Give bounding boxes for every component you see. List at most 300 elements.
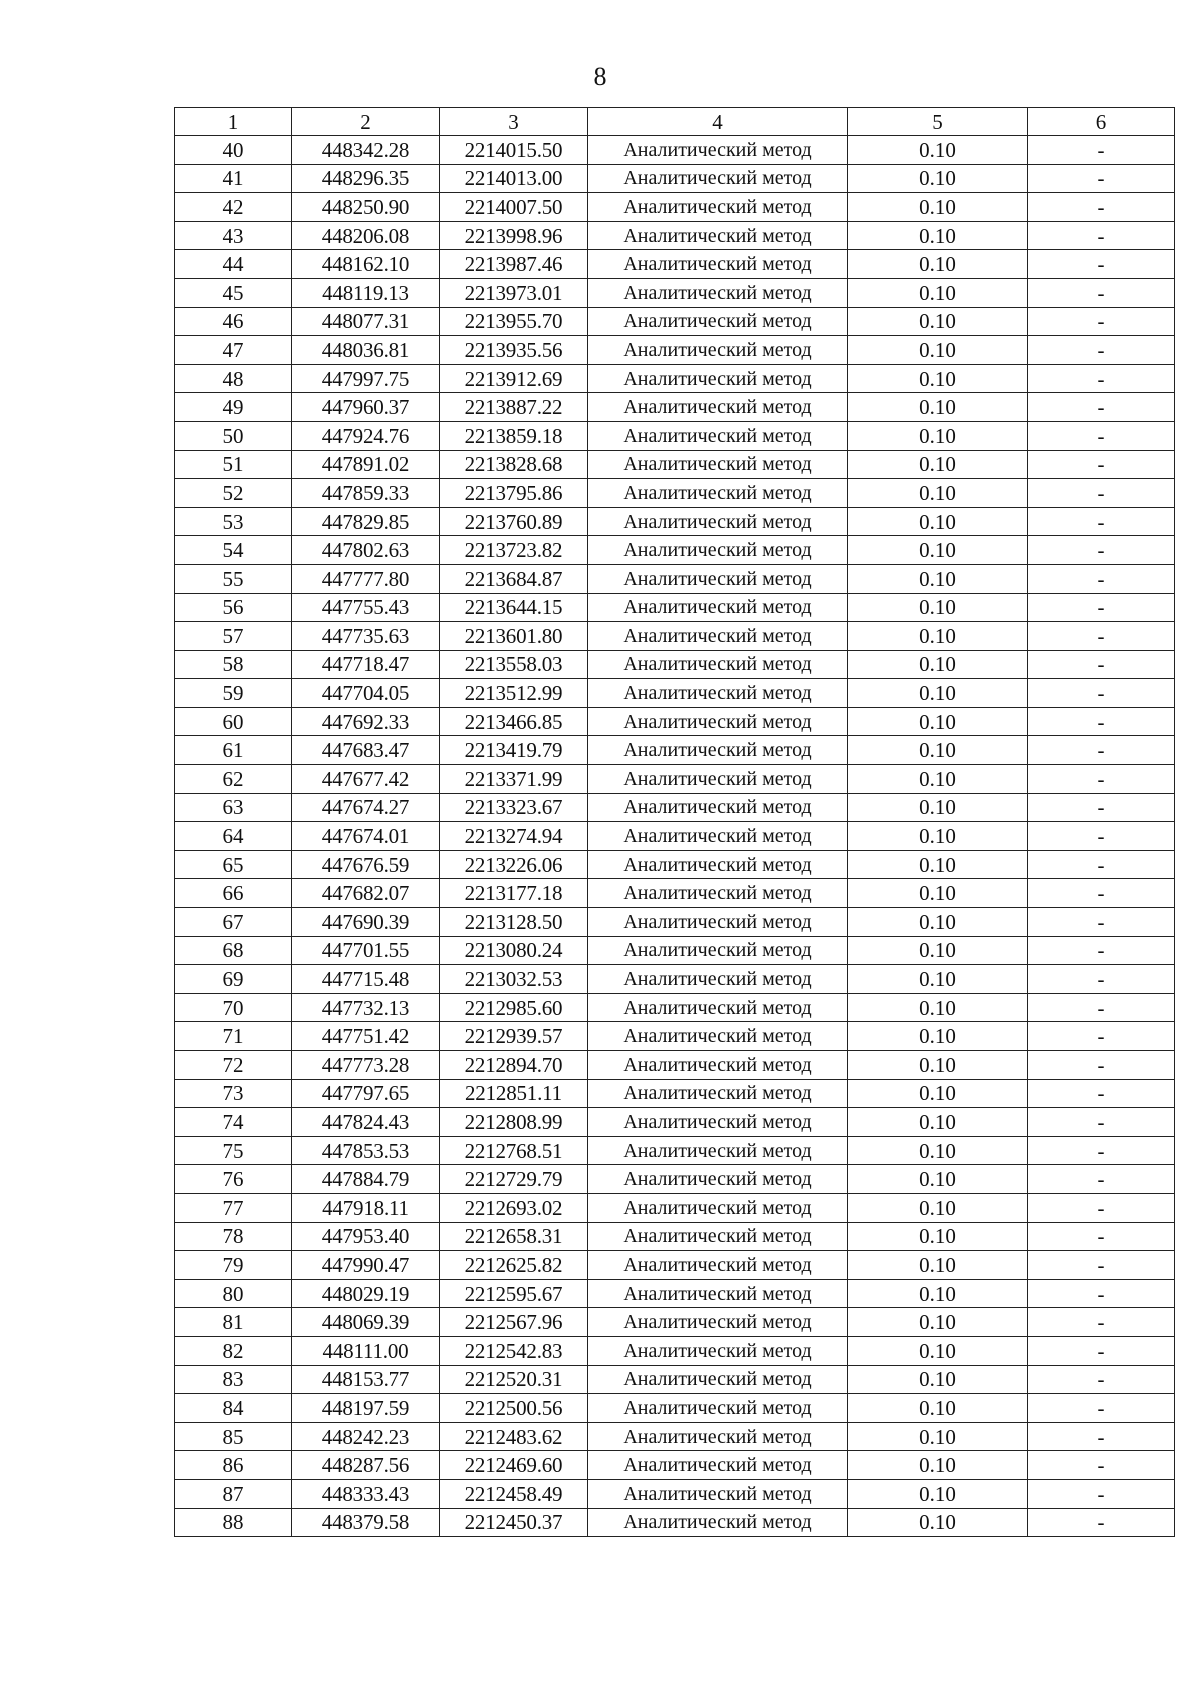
y-coordinate-cell: 2212939.57 (440, 1022, 588, 1051)
y-coordinate-cell: 2213644.15 (440, 593, 588, 622)
table-row (175, 1451, 1175, 1480)
x-coordinate-cell: 448069.39 (292, 1308, 440, 1337)
x-coordinate-cell: 448197.59 (292, 1394, 440, 1423)
x-coordinate-cell: 447755.43 (292, 593, 440, 622)
y-coordinate-cell: 2212693.02 (440, 1193, 588, 1222)
y-coordinate-cell: 2213760.89 (440, 507, 588, 536)
note-cell: - (1028, 1251, 1175, 1280)
accuracy-cell: 0.10 (848, 1165, 1028, 1194)
note-cell: - (1028, 1308, 1175, 1337)
y-coordinate-cell: 2213912.69 (440, 364, 588, 393)
method-cell: Аналитический метод (588, 1451, 848, 1480)
accuracy-cell: 0.10 (848, 1136, 1028, 1165)
table-row (175, 479, 1175, 508)
point-number-cell: 68 (175, 936, 292, 965)
column-header-4: 4 (588, 108, 848, 136)
table-row (175, 364, 1175, 393)
accuracy-cell: 0.10 (848, 1193, 1028, 1222)
note-cell: - (1028, 965, 1175, 994)
note-cell: - (1028, 1508, 1175, 1537)
table-row (175, 593, 1175, 622)
method-cell: Аналитический метод (588, 1394, 848, 1423)
point-number-cell: 40 (175, 136, 292, 165)
x-coordinate-cell: 448206.08 (292, 221, 440, 250)
method-cell: Аналитический метод (588, 1365, 848, 1394)
accuracy-cell: 0.10 (848, 1251, 1028, 1280)
accuracy-cell: 0.10 (848, 1365, 1028, 1394)
table-row (175, 1193, 1175, 1222)
note-cell: - (1028, 650, 1175, 679)
note-cell: - (1028, 336, 1175, 365)
note-cell: - (1028, 1222, 1175, 1251)
x-coordinate-cell: 448296.35 (292, 164, 440, 193)
note-cell: - (1028, 479, 1175, 508)
point-number-cell: 57 (175, 622, 292, 651)
method-cell: Аналитический метод (588, 650, 848, 679)
x-coordinate-cell: 447674.01 (292, 822, 440, 851)
point-number-cell: 54 (175, 536, 292, 565)
y-coordinate-cell: 2213973.01 (440, 278, 588, 307)
method-cell: Аналитический метод (588, 1136, 848, 1165)
method-cell: Аналитический метод (588, 1165, 848, 1194)
y-coordinate-cell: 2213466.85 (440, 707, 588, 736)
table-row (175, 1222, 1175, 1251)
x-coordinate-cell: 447692.33 (292, 707, 440, 736)
table-row (175, 1479, 1175, 1508)
column-header-2: 2 (292, 108, 440, 136)
note-cell: - (1028, 1108, 1175, 1137)
note-cell: - (1028, 307, 1175, 336)
y-coordinate-cell: 2213032.53 (440, 965, 588, 994)
accuracy-cell: 0.10 (848, 1079, 1028, 1108)
x-coordinate-cell: 448119.13 (292, 278, 440, 307)
table-row (175, 278, 1175, 307)
table-row (175, 765, 1175, 794)
column-header-5: 5 (848, 108, 1028, 136)
accuracy-cell: 0.10 (848, 650, 1028, 679)
method-cell: Аналитический метод (588, 479, 848, 508)
x-coordinate-cell: 447891.02 (292, 450, 440, 479)
note-cell: - (1028, 250, 1175, 279)
method-cell: Аналитический метод (588, 993, 848, 1022)
method-cell: Аналитический метод (588, 879, 848, 908)
note-cell: - (1028, 1136, 1175, 1165)
x-coordinate-cell: 448250.90 (292, 193, 440, 222)
x-coordinate-cell: 448379.58 (292, 1508, 440, 1537)
y-coordinate-cell: 2213887.22 (440, 393, 588, 422)
point-number-cell: 86 (175, 1451, 292, 1480)
table-row (175, 1422, 1175, 1451)
y-coordinate-cell: 2213419.79 (440, 736, 588, 765)
y-coordinate-cell: 2213684.87 (440, 564, 588, 593)
accuracy-cell: 0.10 (848, 278, 1028, 307)
y-coordinate-cell: 2212450.37 (440, 1508, 588, 1537)
table-row (175, 1022, 1175, 1051)
x-coordinate-cell: 447777.80 (292, 564, 440, 593)
note-cell: - (1028, 879, 1175, 908)
method-cell: Аналитический метод (588, 1279, 848, 1308)
accuracy-cell: 0.10 (848, 307, 1028, 336)
note-cell: - (1028, 507, 1175, 536)
note-cell: - (1028, 593, 1175, 622)
point-number-cell: 52 (175, 479, 292, 508)
accuracy-cell: 0.10 (848, 765, 1028, 794)
page-number: 8 (593, 62, 607, 91)
point-number-cell: 62 (175, 765, 292, 794)
table-row (175, 879, 1175, 908)
point-number-cell: 76 (175, 1165, 292, 1194)
point-number-cell: 80 (175, 1279, 292, 1308)
point-number-cell: 67 (175, 908, 292, 937)
method-cell: Аналитический метод (588, 1222, 848, 1251)
table-row (175, 193, 1175, 222)
x-coordinate-cell: 447997.75 (292, 364, 440, 393)
x-coordinate-cell: 448111.00 (292, 1336, 440, 1365)
method-cell: Аналитический метод (588, 707, 848, 736)
table-row (175, 1394, 1175, 1423)
x-coordinate-cell: 447824.43 (292, 1108, 440, 1137)
table-row (175, 1108, 1175, 1137)
y-coordinate-cell: 2213601.80 (440, 622, 588, 651)
table-row (175, 650, 1175, 679)
x-coordinate-cell: 448162.10 (292, 250, 440, 279)
method-cell: Аналитический метод (588, 822, 848, 851)
method-cell: Аналитический метод (588, 593, 848, 622)
x-coordinate-cell: 447797.65 (292, 1079, 440, 1108)
x-coordinate-cell: 447676.59 (292, 850, 440, 879)
accuracy-cell: 0.10 (848, 936, 1028, 965)
point-number-cell: 60 (175, 707, 292, 736)
x-coordinate-cell: 447918.11 (292, 1193, 440, 1222)
point-number-cell: 59 (175, 679, 292, 708)
method-cell: Аналитический метод (588, 1022, 848, 1051)
point-number-cell: 78 (175, 1222, 292, 1251)
accuracy-cell: 0.10 (848, 593, 1028, 622)
point-number-cell: 50 (175, 421, 292, 450)
x-coordinate-cell: 448342.28 (292, 136, 440, 165)
y-coordinate-cell: 2213128.50 (440, 908, 588, 937)
method-cell: Аналитический метод (588, 1079, 848, 1108)
x-coordinate-cell: 448036.81 (292, 336, 440, 365)
table-row (175, 507, 1175, 536)
accuracy-cell: 0.10 (848, 421, 1028, 450)
table-row (175, 336, 1175, 365)
method-cell: Аналитический метод (588, 1422, 848, 1451)
y-coordinate-cell: 2213998.96 (440, 221, 588, 250)
accuracy-cell: 0.10 (848, 1022, 1028, 1051)
table-row (175, 1136, 1175, 1165)
table-row (175, 679, 1175, 708)
accuracy-cell: 0.10 (848, 965, 1028, 994)
y-coordinate-cell: 2212894.70 (440, 1051, 588, 1080)
y-coordinate-cell: 2212469.60 (440, 1451, 588, 1480)
method-cell: Аналитический метод (588, 507, 848, 536)
table-row (175, 965, 1175, 994)
y-coordinate-cell: 2214013.00 (440, 164, 588, 193)
y-coordinate-cell: 2213177.18 (440, 879, 588, 908)
y-coordinate-cell: 2212458.49 (440, 1479, 588, 1508)
point-number-cell: 72 (175, 1051, 292, 1080)
x-coordinate-cell: 448153.77 (292, 1365, 440, 1394)
table-row (175, 1051, 1175, 1080)
accuracy-cell: 0.10 (848, 1451, 1028, 1480)
table-row (175, 908, 1175, 937)
accuracy-cell: 0.10 (848, 479, 1028, 508)
point-number-cell: 70 (175, 993, 292, 1022)
point-number-cell: 49 (175, 393, 292, 422)
method-cell: Аналитический метод (588, 1193, 848, 1222)
method-cell: Аналитический метод (588, 336, 848, 365)
note-cell: - (1028, 679, 1175, 708)
x-coordinate-cell: 447884.79 (292, 1165, 440, 1194)
method-cell: Аналитический метод (588, 1108, 848, 1137)
note-cell: - (1028, 1336, 1175, 1365)
y-coordinate-cell: 2212483.62 (440, 1422, 588, 1451)
y-coordinate-cell: 2213859.18 (440, 421, 588, 450)
table-row (175, 1251, 1175, 1280)
y-coordinate-cell: 2212520.31 (440, 1365, 588, 1394)
y-coordinate-cell: 2212768.51 (440, 1136, 588, 1165)
table-row (175, 1308, 1175, 1337)
accuracy-cell: 0.10 (848, 879, 1028, 908)
note-cell: - (1028, 908, 1175, 937)
table-row (175, 536, 1175, 565)
note-cell: - (1028, 1365, 1175, 1394)
table-row (175, 221, 1175, 250)
table-row (175, 1165, 1175, 1194)
note-cell: - (1028, 1079, 1175, 1108)
accuracy-cell: 0.10 (848, 850, 1028, 879)
accuracy-cell: 0.10 (848, 364, 1028, 393)
method-cell: Аналитический метод (588, 622, 848, 651)
note-cell: - (1028, 1479, 1175, 1508)
method-cell: Аналитический метод (588, 765, 848, 794)
x-coordinate-cell: 447704.05 (292, 679, 440, 708)
column-header-1: 1 (175, 108, 292, 136)
point-number-cell: 63 (175, 793, 292, 822)
point-number-cell: 47 (175, 336, 292, 365)
accuracy-cell: 0.10 (848, 1422, 1028, 1451)
note-cell: - (1028, 164, 1175, 193)
x-coordinate-cell: 447690.39 (292, 908, 440, 937)
table-row (175, 164, 1175, 193)
method-cell: Аналитический метод (588, 1508, 848, 1537)
table-row (175, 1079, 1175, 1108)
method-cell: Аналитический метод (588, 307, 848, 336)
method-cell: Аналитический метод (588, 421, 848, 450)
note-cell: - (1028, 450, 1175, 479)
y-coordinate-cell: 2212658.31 (440, 1222, 588, 1251)
accuracy-cell: 0.10 (848, 1308, 1028, 1337)
note-cell: - (1028, 793, 1175, 822)
point-number-cell: 71 (175, 1022, 292, 1051)
point-number-cell: 84 (175, 1394, 292, 1423)
table-row (175, 421, 1175, 450)
note-cell: - (1028, 421, 1175, 450)
note-cell: - (1028, 1022, 1175, 1051)
point-number-cell: 79 (175, 1251, 292, 1280)
method-cell: Аналитический метод (588, 1251, 848, 1280)
accuracy-cell: 0.10 (848, 1279, 1028, 1308)
y-coordinate-cell: 2212542.83 (440, 1336, 588, 1365)
table-row (175, 450, 1175, 479)
accuracy-cell: 0.10 (848, 164, 1028, 193)
table-row (175, 850, 1175, 879)
y-coordinate-cell: 2214015.50 (440, 136, 588, 165)
point-number-cell: 74 (175, 1108, 292, 1137)
accuracy-cell: 0.10 (848, 1051, 1028, 1080)
note-cell: - (1028, 707, 1175, 736)
x-coordinate-cell: 448242.23 (292, 1422, 440, 1451)
y-coordinate-cell: 2212567.96 (440, 1308, 588, 1337)
point-number-cell: 56 (175, 593, 292, 622)
point-number-cell: 61 (175, 736, 292, 765)
x-coordinate-cell: 448333.43 (292, 1479, 440, 1508)
point-number-cell: 75 (175, 1136, 292, 1165)
method-cell: Аналитический метод (588, 936, 848, 965)
x-coordinate-cell: 447829.85 (292, 507, 440, 536)
y-coordinate-cell: 2213080.24 (440, 936, 588, 965)
method-cell: Аналитический метод (588, 136, 848, 165)
table-row (175, 822, 1175, 851)
accuracy-cell: 0.10 (848, 822, 1028, 851)
note-cell: - (1028, 221, 1175, 250)
point-number-cell: 81 (175, 1308, 292, 1337)
method-cell: Аналитический метод (588, 193, 848, 222)
table-row (175, 707, 1175, 736)
x-coordinate-cell: 448029.19 (292, 1279, 440, 1308)
note-cell: - (1028, 1422, 1175, 1451)
y-coordinate-cell: 2213935.56 (440, 336, 588, 365)
method-cell: Аналитический метод (588, 850, 848, 879)
table-row (175, 307, 1175, 336)
column-header-6: 6 (1028, 108, 1175, 136)
y-coordinate-cell: 2212808.99 (440, 1108, 588, 1137)
note-cell: - (1028, 936, 1175, 965)
note-cell: - (1028, 1165, 1175, 1194)
accuracy-cell: 0.10 (848, 1394, 1028, 1423)
x-coordinate-cell: 447960.37 (292, 393, 440, 422)
note-cell: - (1028, 536, 1175, 565)
y-coordinate-cell: 2212729.79 (440, 1165, 588, 1194)
coordinates-table (174, 107, 1175, 1537)
accuracy-cell: 0.10 (848, 136, 1028, 165)
note-cell: - (1028, 1193, 1175, 1222)
x-coordinate-cell: 447715.48 (292, 965, 440, 994)
point-number-cell: 64 (175, 822, 292, 851)
x-coordinate-cell: 448287.56 (292, 1451, 440, 1480)
x-coordinate-cell: 447701.55 (292, 936, 440, 965)
accuracy-cell: 0.10 (848, 536, 1028, 565)
x-coordinate-cell: 447683.47 (292, 736, 440, 765)
y-coordinate-cell: 2213371.99 (440, 765, 588, 794)
y-coordinate-cell: 2212985.60 (440, 993, 588, 1022)
table-row (175, 1508, 1175, 1537)
x-coordinate-cell: 447677.42 (292, 765, 440, 794)
method-cell: Аналитический метод (588, 221, 848, 250)
x-coordinate-cell: 447859.33 (292, 479, 440, 508)
point-number-cell: 73 (175, 1079, 292, 1108)
accuracy-cell: 0.10 (848, 1222, 1028, 1251)
x-coordinate-cell: 447718.47 (292, 650, 440, 679)
accuracy-cell: 0.10 (848, 507, 1028, 536)
y-coordinate-cell: 2213795.86 (440, 479, 588, 508)
y-coordinate-cell: 2212851.11 (440, 1079, 588, 1108)
point-number-cell: 77 (175, 1193, 292, 1222)
accuracy-cell: 0.10 (848, 1336, 1028, 1365)
accuracy-cell: 0.10 (848, 707, 1028, 736)
x-coordinate-cell: 447682.07 (292, 879, 440, 908)
accuracy-cell: 0.10 (848, 1108, 1028, 1137)
table-row (175, 1336, 1175, 1365)
method-cell: Аналитический метод (588, 736, 848, 765)
x-coordinate-cell: 447674.27 (292, 793, 440, 822)
y-coordinate-cell: 2213558.03 (440, 650, 588, 679)
note-cell: - (1028, 564, 1175, 593)
accuracy-cell: 0.10 (848, 336, 1028, 365)
point-number-cell: 87 (175, 1479, 292, 1508)
point-number-cell: 85 (175, 1422, 292, 1451)
note-cell: - (1028, 393, 1175, 422)
accuracy-cell: 0.10 (848, 1508, 1028, 1537)
method-cell: Аналитический метод (588, 536, 848, 565)
note-cell: - (1028, 765, 1175, 794)
accuracy-cell: 0.10 (848, 679, 1028, 708)
point-number-cell: 51 (175, 450, 292, 479)
method-cell: Аналитический метод (588, 1051, 848, 1080)
method-cell: Аналитический метод (588, 564, 848, 593)
accuracy-cell: 0.10 (848, 564, 1028, 593)
point-number-cell: 41 (175, 164, 292, 193)
note-cell: - (1028, 822, 1175, 851)
x-coordinate-cell: 447773.28 (292, 1051, 440, 1080)
accuracy-cell: 0.10 (848, 450, 1028, 479)
y-coordinate-cell: 2213226.06 (440, 850, 588, 879)
y-coordinate-cell: 2213955.70 (440, 307, 588, 336)
header-row (175, 108, 1175, 136)
point-number-cell: 45 (175, 278, 292, 307)
point-number-cell: 88 (175, 1508, 292, 1537)
accuracy-cell: 0.10 (848, 193, 1028, 222)
y-coordinate-cell: 2213512.99 (440, 679, 588, 708)
y-coordinate-cell: 2212625.82 (440, 1251, 588, 1280)
accuracy-cell: 0.10 (848, 736, 1028, 765)
y-coordinate-cell: 2212595.67 (440, 1279, 588, 1308)
point-number-cell: 43 (175, 221, 292, 250)
accuracy-cell: 0.10 (848, 908, 1028, 937)
point-number-cell: 44 (175, 250, 292, 279)
note-cell: - (1028, 278, 1175, 307)
method-cell: Аналитический метод (588, 1479, 848, 1508)
table-row (175, 393, 1175, 422)
x-coordinate-cell: 447802.63 (292, 536, 440, 565)
table-row (175, 793, 1175, 822)
table-row (175, 736, 1175, 765)
table-body (175, 136, 1175, 1537)
point-number-cell: 83 (175, 1365, 292, 1394)
x-coordinate-cell: 447990.47 (292, 1251, 440, 1280)
method-cell: Аналитический метод (588, 1308, 848, 1337)
x-coordinate-cell: 447924.76 (292, 421, 440, 450)
x-coordinate-cell: 447751.42 (292, 1022, 440, 1051)
table-header (175, 108, 1175, 136)
note-cell: - (1028, 736, 1175, 765)
accuracy-cell: 0.10 (848, 250, 1028, 279)
method-cell: Аналитический метод (588, 965, 848, 994)
x-coordinate-cell: 447732.13 (292, 993, 440, 1022)
method-cell: Аналитический метод (588, 908, 848, 937)
method-cell: Аналитический метод (588, 679, 848, 708)
